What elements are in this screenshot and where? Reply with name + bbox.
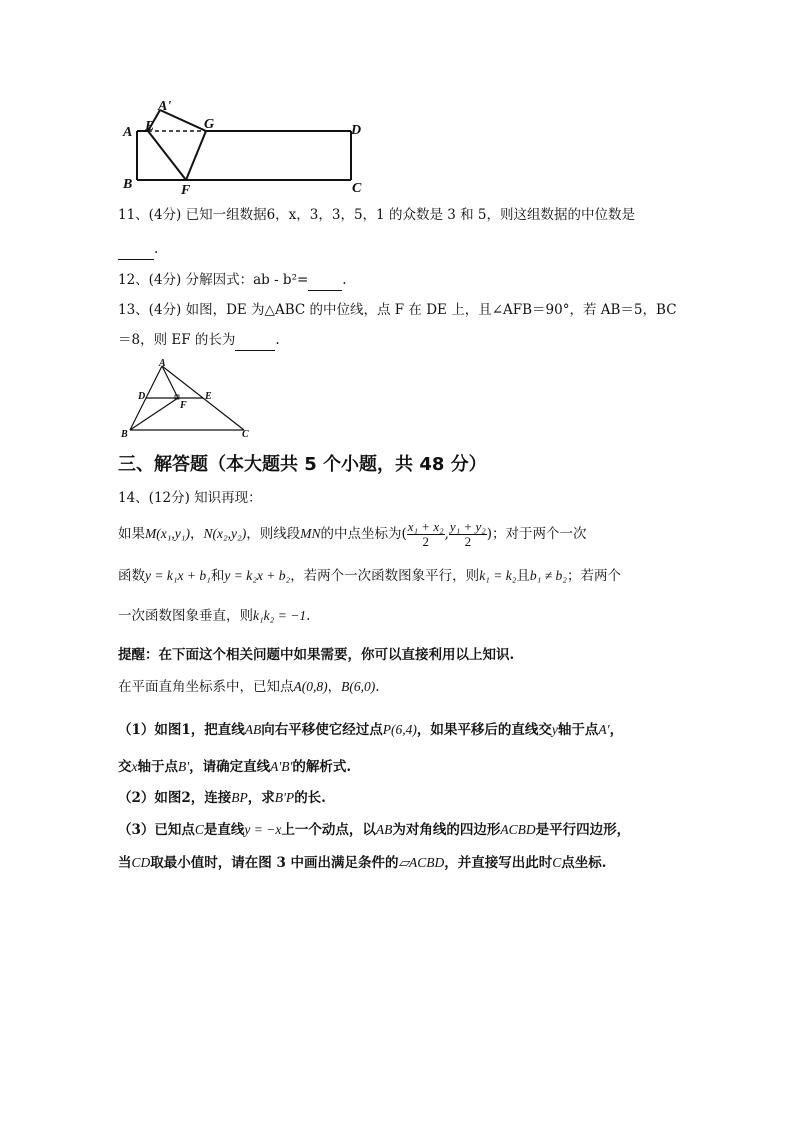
formula-BP: BP [231, 790, 248, 805]
figure-triangle-midline [118, 358, 258, 440]
label-B: B [123, 177, 133, 192]
formula-A-prime-B-prime: A'B' [270, 759, 293, 774]
q14-sub3-line1 [118, 820, 630, 840]
point-C: C [194, 822, 204, 837]
label-A-prime: A' [158, 99, 172, 114]
label-F: F [180, 400, 187, 411]
answer-blank-12[interactable] [308, 270, 342, 291]
q14-paragraph-3 [118, 606, 310, 626]
fraction-y-numerator: y₁ + y₂ [449, 519, 486, 534]
text: 轴于点 [137, 759, 178, 775]
question-13-text-2: ＝8，则 EF 的长为 [118, 332, 236, 348]
text: 函数 [118, 568, 145, 584]
q14-paragraph-2 [118, 566, 621, 586]
text: . [375, 679, 380, 695]
axis-x: x [131, 759, 138, 774]
text: 为对角线的四边形 [392, 822, 501, 838]
line-AF [162, 366, 178, 398]
text: 的中点坐标为( [320, 526, 407, 542]
formula-B-prime-P: B'P [274, 790, 295, 805]
text: 是直线 [203, 822, 245, 838]
q14-sub2 [118, 788, 326, 808]
fraction-x [407, 520, 445, 549]
point-B: B(6,0) [341, 679, 376, 694]
text: ，若两个一次函数图象平行，则 [290, 568, 480, 584]
q14-sub1-line1 [118, 720, 623, 740]
formula-y-neg-x: y = −x [244, 822, 282, 837]
formula-M: M(x₁,y₁) [145, 526, 190, 541]
text: ，如果平移后的直线交 [416, 722, 552, 738]
answer-blank-13[interactable] [235, 330, 275, 351]
text: 且 [516, 568, 530, 584]
formula-CD: CD [131, 855, 151, 870]
line-BF [130, 398, 178, 430]
question-12-text: 12、(4分) 分解因式：ab - b²= [118, 272, 309, 288]
text: 点坐标. [561, 855, 607, 871]
point-C: C [552, 855, 562, 870]
question-12-end: . [342, 272, 347, 288]
text: ，则线段 [246, 526, 301, 542]
text: 轴于点 [557, 722, 599, 738]
formula-parallelogram-ACBD: ▱ACBD [398, 855, 445, 870]
label-D: D [351, 123, 362, 138]
question-11-line2 [118, 239, 158, 260]
figure-rectangle-fold [118, 96, 378, 196]
axis-y: y [551, 722, 558, 737]
label-E: E [205, 391, 212, 402]
q14-given [118, 677, 380, 697]
formula-k-equal: k₁ = k₂ [479, 568, 517, 583]
text: ，并直接写出此时 [444, 855, 553, 871]
text: 交 [118, 759, 132, 775]
text: （2）如图2，连接 [118, 790, 232, 806]
formula-MN: MN [300, 526, 321, 541]
label-F: F [181, 183, 191, 196]
text: 是平行四边形， [535, 822, 631, 838]
text: （1）如图1，把直线 [118, 722, 245, 738]
line-GF [186, 131, 206, 180]
label-A: A [123, 125, 133, 140]
label-C: C [242, 429, 249, 440]
answer-blank-11[interactable] [118, 239, 154, 260]
text: 取最小值时，请在图 3 中画出满足条件的 [150, 855, 399, 871]
text: )；对于两个一次 [486, 526, 587, 542]
text: , [444, 526, 449, 542]
label-D: D [138, 391, 146, 402]
formula-AB: AB [244, 722, 262, 737]
question-13-text: 13、(4分) 如图，DE 为△ABC 的中位线，点 F 在 DE 上，且∠AFB＝90°，若 AB＝5，BC [118, 302, 677, 318]
question-14-header-text: 14、(12分) 知识再现： [118, 490, 262, 506]
text: 向右平移使它经过点 [261, 722, 383, 738]
text: 当 [118, 855, 132, 871]
text: ， [189, 526, 204, 542]
text: ， [327, 679, 342, 695]
section-title: 三、解答题（本大题共 5 个小题，共 48 分） [118, 454, 487, 475]
text: ， [609, 722, 624, 738]
fraction-x-numerator: x₁ + x₂ [407, 519, 444, 534]
q14-paragraph-1 [118, 514, 587, 554]
point-P: P(6,4) [382, 722, 417, 737]
fraction-y-denominator: 2 [464, 534, 472, 549]
q14-sub3-line2 [118, 853, 606, 873]
label-G: G [204, 117, 215, 132]
question-11-end: . [154, 241, 159, 257]
text: ，请确定直线 [189, 759, 271, 775]
text: 如果 [118, 526, 145, 542]
text: . [306, 608, 311, 624]
formula-line-2: y = k₂x + b₂ [224, 568, 291, 583]
text: 和 [210, 568, 225, 584]
text: 在平面直角坐标系中，已知点 [118, 679, 294, 695]
question-12 [118, 270, 347, 291]
q14-sub1-line2 [118, 757, 351, 777]
label-C: C [352, 181, 362, 196]
point-B-prime: B' [178, 759, 190, 774]
formula-b-notequal: b₁ ≠ b₂ [529, 568, 567, 583]
text: 上一个动点，以 [281, 822, 376, 838]
formula-line-1: y = k₁x + b₁ [145, 568, 211, 583]
formula-N: N(x₂,y₂) [203, 526, 247, 541]
question-11-line1 [118, 205, 635, 225]
text: ，求 [247, 790, 275, 806]
point-A-prime: A' [598, 722, 610, 737]
text: 的长. [294, 790, 326, 806]
point-A: A(0,8) [293, 679, 328, 694]
text: （3）已知点 [118, 822, 195, 838]
formula-AB: AB [375, 822, 393, 837]
text: ；若两个 [566, 568, 621, 584]
text: 的解析式. [292, 759, 352, 775]
q14-tip [118, 645, 514, 665]
label-E: E [145, 119, 155, 134]
formula-ACBD: ACBD [500, 822, 536, 837]
question-13-line1 [118, 300, 677, 320]
tip-text: 提醒：在下面这个相关问题中如果需要，你可以直接利用以上知识. [118, 647, 515, 663]
question-13-line2 [118, 330, 280, 351]
formula-perpendicular: k₁k₂ = −1 [253, 608, 307, 623]
fraction-x-denominator: 2 [422, 534, 429, 549]
text: 一次函数图象垂直，则 [118, 608, 253, 624]
question-14-header [118, 488, 262, 508]
question-11-text: 11、(4分) 已知一组数据6，x，3，3，5，1 的众数是 3 和 5，则这组数据的中位数是 [118, 207, 635, 223]
line-EF [148, 131, 186, 180]
question-13-end: . [275, 332, 280, 348]
label-B: B [121, 429, 128, 440]
label-A: A [159, 358, 166, 369]
fraction-y [449, 520, 487, 549]
